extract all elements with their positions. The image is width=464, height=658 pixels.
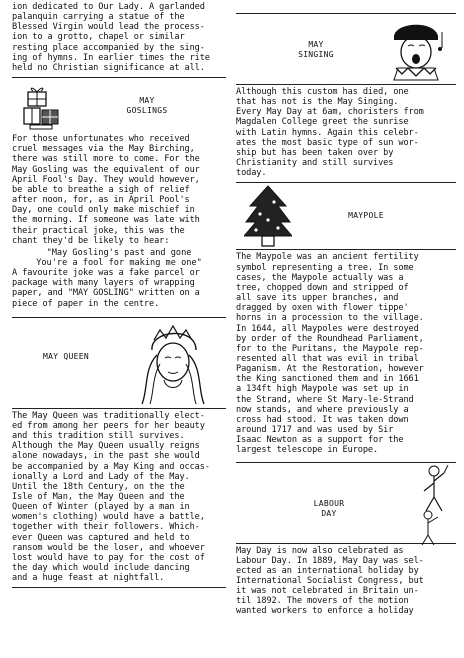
goslings-paragraph: For those unfortunates who received cruel messages via the May Birching, there was still more to come. For the May Gosling was the equivalent of our April Fool's Day. They would however, be able to breathe a sigh of relief after noon, for, as in April Pool's Day, one could only make mischief in the morning. If someone was late with their practical joke, this was the chant they'd be likely to hear: (12, 134, 200, 246)
singing-paragraph: Although this custom has died, one that has not is the May Singing. Every May Day at 6am, choristers from Magdalen College greet the sunrise with Latin hymns. Again this celebr- ates the most basic type of sun wor- ship but has been taken over by Christianity and still survives today. (236, 87, 424, 179)
left-column (12, 0, 226, 588)
singing-heading: MAY SINGING (298, 40, 334, 59)
queen-heading: MAY QUEEN (42, 351, 90, 361)
intro-paragraph: ion dedicated to Our Lady. A garlanded palanquin carrying a statue of the Blessed Virgin would lead the process- ion to a grotto, chapel or similar resting place accompanied by the sing- ing of hymns. In earlier times the rite held no Christian significance at all. (12, 2, 210, 73)
goslings-heading: MAY GOSLINGS (126, 96, 168, 116)
maypole-heading: MAYPOLE (348, 211, 384, 221)
gift-boxes-icon (22, 84, 62, 130)
maypole-paragraph: The Maypole was an ancient fertility symbol representing a tree. In some cases, the Maypole actually was a tree, chopped down and stripped of all save its upper branches, and dragged by oxen with flower tippe' horns in a procession to the village. In 1644, all Maypoles were destroyed by order of the Roundhead Parliament, for to the Puritans, the Maypole rep- resented all that was evil in tribal Paganism. At the Restoration, however the King sanctioned them and in 1661 a 134ft high Maypole was set up in the Strand, where St Mary-le-Strand now stands, and where previously a cross had stood. It was taken down around 1717 and was used by Sir Isaac Newton as a support for the largest telescope in Europe. (236, 252, 424, 456)
singing-chorister-icon (386, 18, 446, 82)
decorated-tree-icon (244, 184, 292, 248)
section-divider (12, 587, 226, 588)
singing-header (236, 14, 456, 84)
section-divider (236, 84, 456, 85)
labour-header (236, 463, 456, 543)
workers-figures-icon (414, 463, 452, 547)
labour-paragraph: May Day is now also celebrated as Labour Day. In 1889, May Day was sel- ected as an international holiday by International Socialist Congress, but it was not celebrated in Britain un- til 1892. The movers of the motion wanted workers to enforce a holiday (236, 545, 424, 617)
queen-paragraph: The May Queen was traditionally elect- ed from among her peers for her beauty and this tradition still survives. Although the May Queen usually reigns alone nowadays, in the past she would be accompanied by a May King and occas- ionally a Lord and Lady of the May. Until the 18th Century, on the the Isle of Man, the May Queen and the Queen of Winter (played by a man in women's clothing) would have a battle, together with their followers. Which- ever Queen was captured and held to ransom would be the loser, and whoever lost would have to pay for the cost of the day which would include dancing and a huge feast at nightfall. (12, 410, 210, 584)
crowned-queen-icon (138, 320, 208, 406)
labour-heading: LABOUR DAY (313, 498, 345, 518)
section-divider (12, 408, 226, 409)
goslings-paragraph-2: A favourite joke was a fake parcel or package with many layers of wrapping paper, and "MAY GOSLING" written on a piece of paper in the centre. (12, 268, 200, 309)
goslings-header (12, 78, 226, 134)
queen-header (12, 318, 226, 408)
section-divider (236, 249, 456, 250)
right-column (236, 0, 456, 617)
goslings-chant: "May Gosling's past and gone You're a fool for making me one" (36, 247, 202, 268)
maypole-header (236, 183, 456, 249)
